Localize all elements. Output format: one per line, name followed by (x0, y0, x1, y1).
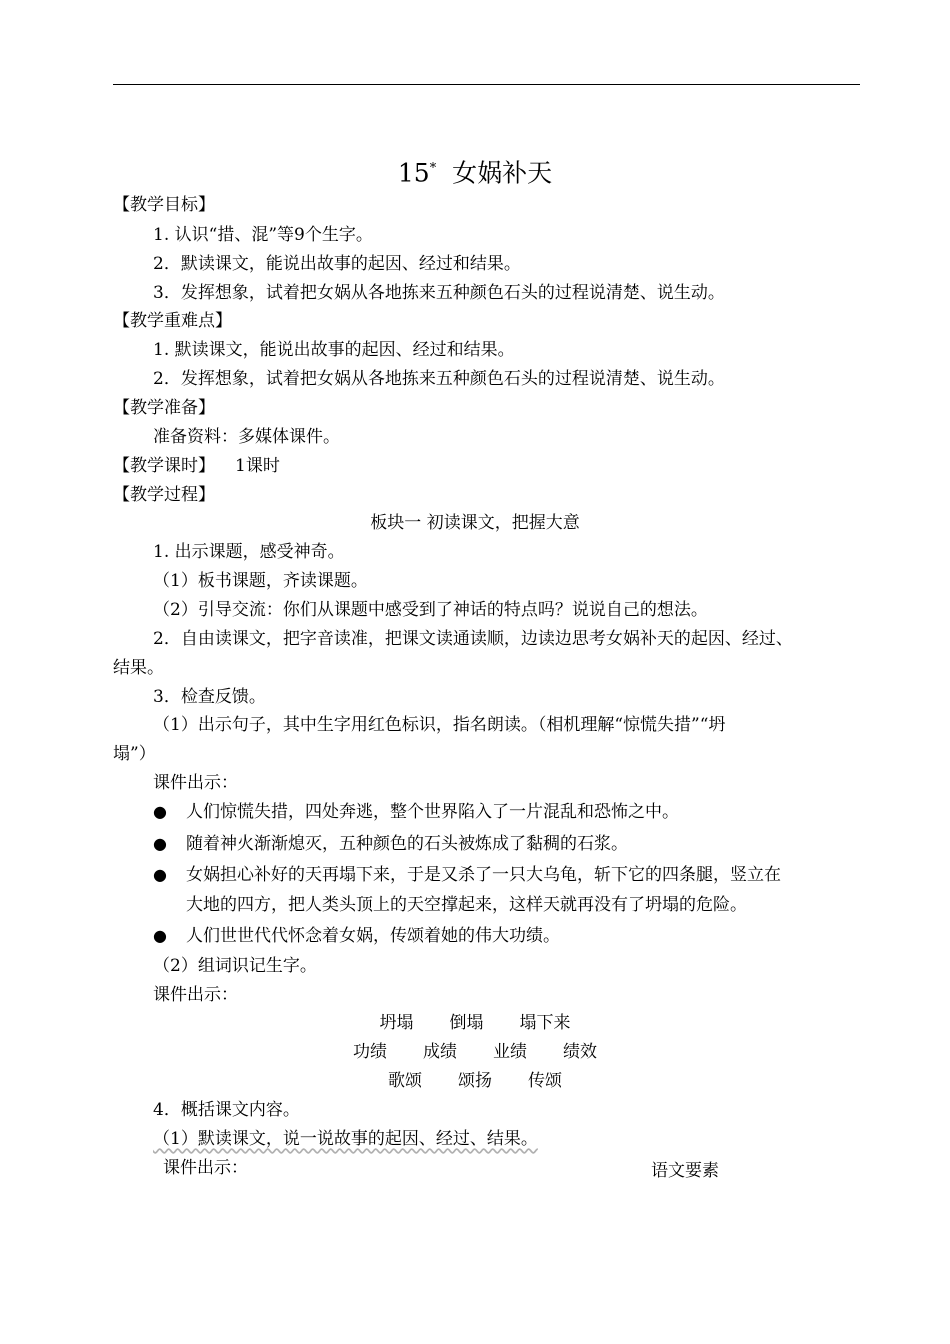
courseware-label: 课件出示： (153, 985, 238, 1005)
hours-value: 1课时 (235, 456, 280, 476)
step-1b: （2）引导交流：你们从课题中感受到了神话的特点吗？说说自己的想法。 (153, 600, 708, 620)
word-row (0, 1070, 950, 1092)
title-text: 女娲补天 (452, 158, 553, 188)
step-1: 1. 出示课题，感受神奇。 (153, 542, 345, 562)
step-2: 2．自由读课文，把字音读准，把课文读通读顺，边读边思考女娲补天的起因、经过、 (153, 629, 793, 649)
step-3: 3．检查反馈。 (153, 687, 266, 707)
preparation-text: 准备资料：多媒体课件。 (153, 427, 340, 447)
step-3a: （1）出示句子，其中生字用红色标识，指名朗读。（相机理解“惊慌失措”“坍 (153, 715, 726, 735)
bullet-icon: ● (153, 834, 167, 853)
courseware-label: 课件出示： (153, 773, 238, 793)
step-1a: （1）板书课题，齐读课题。 (153, 571, 368, 591)
header-rule (113, 84, 860, 85)
word-row (0, 1041, 950, 1063)
bullet-icon: ● (153, 926, 167, 945)
courseware-label: 课件出示： (163, 1158, 248, 1178)
section-preparation: 【教学准备】 (113, 398, 215, 418)
bullet-icon: ● (153, 865, 167, 884)
word: 颂扬 (458, 1071, 492, 1091)
word-row (0, 1012, 950, 1034)
word: 绩效 (563, 1042, 597, 1062)
section-hours (113, 455, 280, 477)
word: 功绩 (353, 1042, 387, 1062)
step-3b: （2）组词识记生字。 (153, 956, 317, 976)
block-title: 板块一 初读课文，把握大意 (370, 513, 580, 533)
word: 塌下来 (519, 1013, 571, 1033)
word: 坍塌 (379, 1013, 414, 1033)
bullet-sentence: 人们惊慌失措，四处奔逃，整个世界陷入了一片混乱和恐怖之中。 (186, 802, 679, 822)
bullet-sentence: 女娲担心补好的天再塌下来，于是又杀了一只大乌龟，斩下它的四条腿，竖立在 (186, 865, 781, 885)
word: 成绩 (423, 1042, 457, 1062)
step-4: 4．概括课文内容。 (153, 1100, 300, 1120)
step-3a-cont: 塌”） (113, 744, 156, 764)
word: 歌颂 (388, 1071, 422, 1091)
goal-item: 1. 认识“措、混”等9个生字。 (153, 225, 373, 245)
section-goals: 【教学目标】 (113, 195, 215, 215)
title-number: 15 (397, 158, 430, 188)
step-4a: （1）默读课文，说一说故事的起因、经过、结果。 (153, 1129, 538, 1149)
goal-item: 2．默读课文，能说出故事的起因、经过和结果。 (153, 254, 521, 274)
title-mark: * (429, 161, 437, 176)
key-point-item: 1. 默读课文，能说出故事的起因、经过和结果。 (153, 340, 515, 360)
bullet-sentence: 人们世世代代怀念着女娲，传颂着她的伟大功绩。 (186, 926, 560, 946)
goal-item: 3．发挥想象，试着把女娲从各地拣来五种颜色石头的过程说清楚、说生动。 (153, 283, 725, 303)
side-label: 语文要素 (651, 1161, 719, 1181)
hours-label: 【教学课时】 (113, 456, 215, 476)
bullet-sentence-cont: 大地的四方，把人类头顶上的天空撑起来，这样天就再没有了坍塌的危险。 (186, 895, 747, 915)
bullet-sentence: 随着神火渐渐熄灭，五种颜色的石头被炼成了黏稠的石浆。 (186, 834, 628, 854)
word: 业绩 (493, 1042, 527, 1062)
page-title (0, 154, 950, 188)
step-2-cont: 结果。 (113, 658, 164, 678)
bullet-icon: ● (153, 802, 167, 821)
section-key-points: 【教学重难点】 (113, 311, 232, 331)
key-point-item: 2．发挥想象，试着把女娲从各地拣来五种颜色石头的过程说清楚、说生动。 (153, 369, 725, 389)
word: 倒塌 (449, 1013, 484, 1033)
section-process: 【教学过程】 (113, 485, 215, 505)
word: 传颂 (528, 1071, 562, 1091)
